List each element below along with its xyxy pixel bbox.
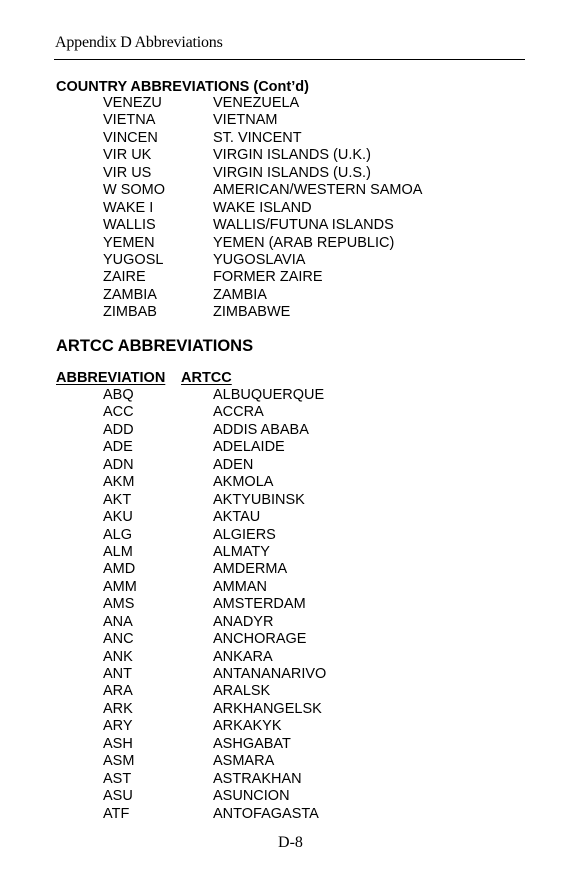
abbreviation-code: AMD bbox=[103, 561, 136, 578]
artcc-row bbox=[0, 683, 577, 700]
column-header-artcc: ARTCC bbox=[181, 370, 232, 386]
artcc-row bbox=[0, 736, 577, 753]
abbreviation-code: ADD bbox=[103, 421, 134, 438]
abbreviation-meaning: AKTYUBINSK bbox=[213, 491, 305, 508]
abbreviation-code: YUGOSL bbox=[103, 251, 164, 268]
abbreviation-meaning: AMMAN bbox=[213, 578, 267, 595]
abbreviation-meaning: ARKHANGELSK bbox=[213, 700, 322, 717]
artcc-row bbox=[0, 596, 577, 613]
country-row bbox=[0, 287, 577, 304]
abbreviation-code: ADN bbox=[103, 456, 134, 473]
abbreviation-meaning: WALLIS/FUTUNA ISLANDS bbox=[213, 217, 394, 234]
abbreviation-code: ASU bbox=[103, 788, 133, 805]
abbreviation-code: ANC bbox=[103, 631, 134, 648]
abbreviation-meaning: ANTOFAGASTA bbox=[213, 805, 319, 822]
country-row bbox=[0, 304, 577, 321]
abbreviation-meaning: AMERICAN/WESTERN SAMOA bbox=[213, 182, 423, 199]
abbreviation-meaning: ACCRA bbox=[213, 404, 264, 421]
abbreviation-code: YEMEN bbox=[103, 234, 155, 251]
abbreviation-code: AKM bbox=[103, 474, 135, 491]
abbreviation-meaning: ARKAKYK bbox=[213, 718, 282, 735]
artcc-row bbox=[0, 404, 577, 421]
abbreviation-meaning: VIRGIN ISLANDS (U.K.) bbox=[213, 147, 371, 164]
country-row bbox=[0, 235, 577, 252]
abbreviation-code: AKU bbox=[103, 509, 133, 526]
abbreviation-code: ALG bbox=[103, 526, 133, 543]
abbreviation-meaning: ASHGABAT bbox=[213, 735, 291, 752]
abbreviation-code: ARA bbox=[103, 683, 133, 700]
abbreviation-code: AMS bbox=[103, 596, 135, 613]
abbreviation-code: VIETNA bbox=[103, 112, 156, 129]
abbreviation-meaning: AKTAU bbox=[213, 509, 261, 526]
country-row bbox=[0, 182, 577, 199]
artcc-row bbox=[0, 631, 577, 648]
abbreviation-code: ARK bbox=[103, 700, 133, 717]
abbreviation-meaning: ASMARA bbox=[213, 753, 275, 770]
abbreviation-code: ASM bbox=[103, 753, 135, 770]
country-abbreviation-list bbox=[0, 95, 577, 322]
abbreviation-meaning: ANKARA bbox=[213, 648, 273, 665]
abbreviation-code: WALLIS bbox=[103, 217, 156, 234]
abbreviation-code: AST bbox=[103, 770, 132, 787]
abbreviation-meaning: ALGIERS bbox=[213, 526, 276, 543]
page-number: D-8 bbox=[278, 834, 303, 851]
column-header-abbreviation: ABBREVIATION bbox=[56, 370, 166, 386]
abbreviation-code: VIR US bbox=[103, 164, 152, 181]
abbreviation-meaning: VIRGIN ISLANDS (U.S.) bbox=[213, 164, 371, 181]
country-row bbox=[0, 112, 577, 129]
abbreviation-meaning: ZAMBIA bbox=[213, 286, 267, 303]
abbreviation-meaning: AMSTERDAM bbox=[213, 596, 306, 613]
artcc-row bbox=[0, 753, 577, 770]
artcc-row bbox=[0, 527, 577, 544]
artcc-row bbox=[0, 457, 577, 474]
abbreviation-meaning: AMDERMA bbox=[213, 561, 288, 578]
abbreviation-meaning: ANADYR bbox=[213, 613, 274, 630]
artcc-row bbox=[0, 474, 577, 491]
country-row bbox=[0, 165, 577, 182]
abbreviation-code: ZAIRE bbox=[103, 269, 146, 286]
abbreviation-code: ABQ bbox=[103, 387, 134, 403]
abbreviation-meaning: VENEZUELA bbox=[213, 95, 300, 111]
abbreviation-meaning: ALBUQUERQUE bbox=[213, 387, 325, 403]
artcc-row bbox=[0, 806, 577, 823]
artcc-row bbox=[0, 492, 577, 509]
country-row bbox=[0, 269, 577, 286]
country-row bbox=[0, 130, 577, 147]
abbreviation-meaning: ARALSK bbox=[213, 683, 271, 700]
header-rule bbox=[54, 59, 525, 60]
artcc-row bbox=[0, 439, 577, 456]
abbreviation-meaning: ASTRAKHAN bbox=[213, 770, 302, 787]
artcc-row bbox=[0, 666, 577, 683]
abbreviation-meaning: YUGOSLAVIA bbox=[213, 251, 306, 268]
country-row bbox=[0, 252, 577, 269]
artcc-row bbox=[0, 509, 577, 526]
abbreviation-code: AMM bbox=[103, 578, 137, 595]
abbreviation-meaning: VIETNAM bbox=[213, 112, 278, 129]
artcc-row bbox=[0, 614, 577, 631]
artcc-row bbox=[0, 788, 577, 805]
country-row bbox=[0, 217, 577, 234]
abbreviation-meaning: WAKE ISLAND bbox=[213, 199, 312, 216]
abbreviation-code: WAKE I bbox=[103, 199, 154, 216]
abbreviation-code: ANA bbox=[103, 613, 133, 630]
abbreviation-meaning: ALMATY bbox=[213, 543, 270, 560]
artcc-abbreviation-list bbox=[0, 387, 577, 823]
abbreviation-meaning: YEMEN (ARAB REPUBLIC) bbox=[213, 234, 395, 251]
artcc-row bbox=[0, 649, 577, 666]
abbreviation-code: VIR UK bbox=[103, 147, 152, 164]
artcc-row bbox=[0, 422, 577, 439]
artcc-row bbox=[0, 579, 577, 596]
artcc-row bbox=[0, 718, 577, 735]
abbreviation-code: ANK bbox=[103, 648, 133, 665]
abbreviation-code: VINCEN bbox=[103, 129, 158, 146]
abbreviation-meaning: AKMOLA bbox=[213, 474, 274, 491]
abbreviation-meaning: ZIMBABWE bbox=[213, 304, 291, 321]
abbreviation-meaning: ANCHORAGE bbox=[213, 631, 307, 648]
abbreviation-code: ASH bbox=[103, 735, 133, 752]
abbreviation-code: ACC bbox=[103, 404, 134, 421]
abbreviation-meaning: ASUNCION bbox=[213, 788, 290, 805]
abbreviation-code: W SOMO bbox=[103, 182, 166, 199]
abbreviation-code: ATF bbox=[103, 805, 130, 822]
abbreviation-code: ARY bbox=[103, 718, 133, 735]
artcc-row bbox=[0, 701, 577, 718]
artcc-row bbox=[0, 387, 577, 404]
running-header: Appendix D Abbreviations bbox=[55, 34, 223, 51]
abbreviation-meaning: ST. VINCENT bbox=[213, 129, 302, 146]
abbreviation-code: ADE bbox=[103, 439, 133, 456]
abbreviation-meaning: ANTANANARIVO bbox=[213, 666, 327, 682]
abbreviation-code: VENEZU bbox=[103, 95, 162, 111]
artcc-row bbox=[0, 561, 577, 578]
country-row bbox=[0, 95, 577, 112]
abbreviation-meaning: ADELAIDE bbox=[213, 439, 285, 456]
abbreviation-code: ANT bbox=[103, 666, 132, 682]
abbreviation-meaning: ADDIS ABABA bbox=[213, 421, 309, 438]
artcc-section-heading: ARTCC ABBREVIATIONS bbox=[56, 337, 254, 355]
country-row bbox=[0, 147, 577, 164]
abbreviation-meaning: ADEN bbox=[213, 456, 254, 473]
artcc-row bbox=[0, 771, 577, 788]
abbreviation-meaning: FORMER ZAIRE bbox=[213, 269, 323, 286]
abbreviation-code: ZAMBIA bbox=[103, 286, 157, 303]
artcc-row bbox=[0, 544, 577, 561]
abbreviation-code: AKT bbox=[103, 491, 132, 508]
abbreviation-code: ZIMBAB bbox=[103, 304, 157, 321]
country-section-heading: COUNTRY ABBREVIATIONS (Cont’d) bbox=[56, 79, 309, 95]
country-row bbox=[0, 200, 577, 217]
abbreviation-code: ALM bbox=[103, 543, 133, 560]
